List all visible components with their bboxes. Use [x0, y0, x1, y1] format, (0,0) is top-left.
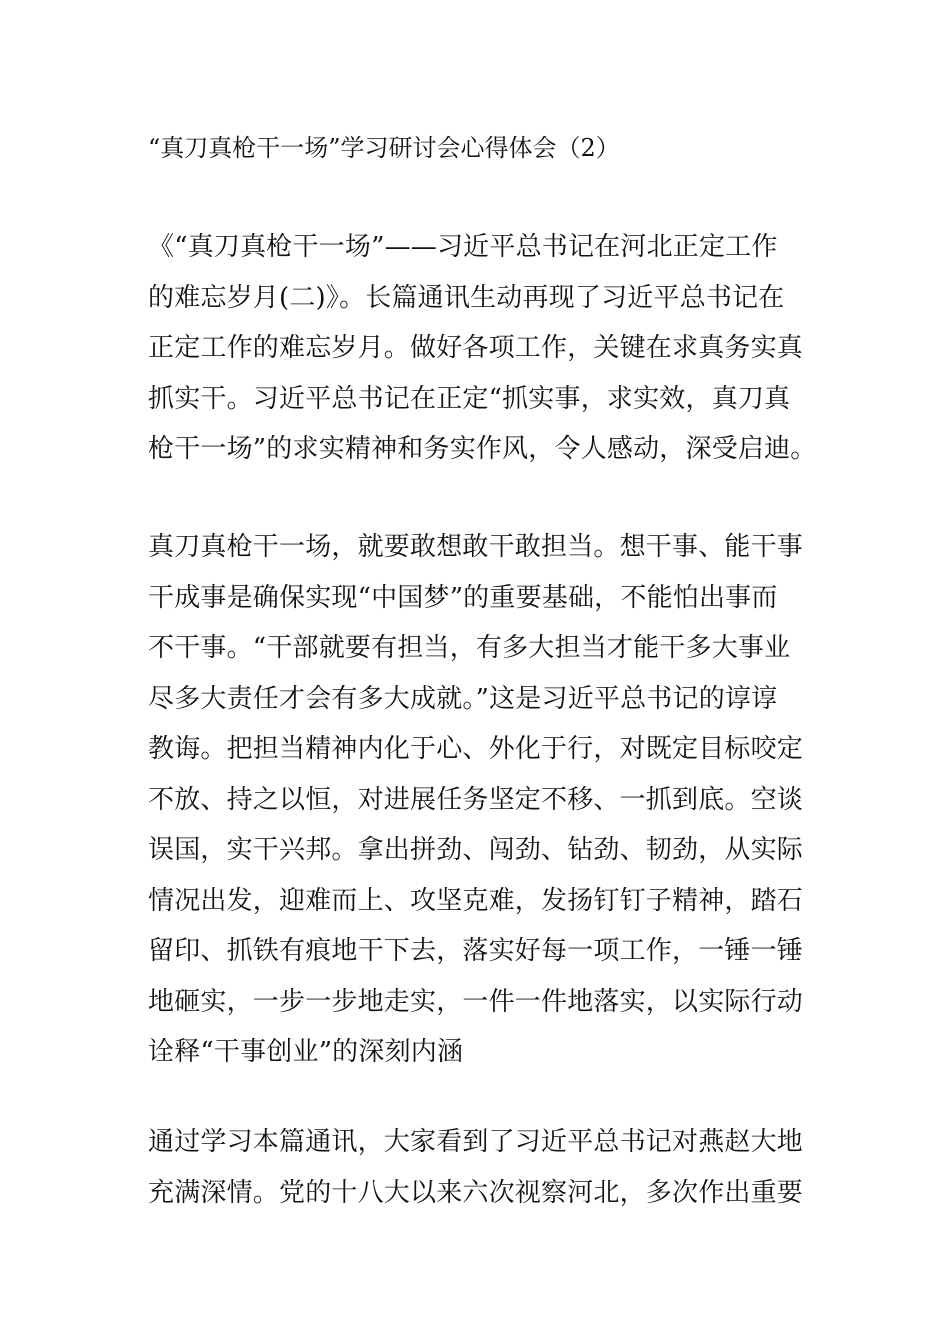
text-line: 留印、抓铁有痕地干下去，落实好每一项工作，一锤一锤 — [148, 936, 804, 966]
text-line: 充满深情。党的十八大以来六次视察河北，多次作出重要 — [148, 1177, 804, 1208]
text-line: 正定工作的难忘岁月。做好各项工作，关键在求真务实真 — [148, 333, 804, 363]
text-line: 误国，实干兴邦。拿出拼劲、闯劲、钻劲、韧劲，从实际 — [148, 835, 804, 865]
text-line: 教诲。把担当精神内化于心、外化于行，对既定目标咬定 — [148, 734, 804, 764]
text-line: 不干事。“干部就要有担当，有多大担当才能干多大事业 — [148, 633, 791, 663]
paragraph — [148, 222, 817, 475]
paragraph — [148, 1117, 808, 1218]
text-line: 抓实干。习近平总书记在正定“抓实事，求实效，真刀真 — [148, 383, 791, 414]
text-line: 尽多大责任才会有多大成就。”这是习近平总书记的谆谆 — [148, 683, 778, 714]
text-line: 情况出发，迎难而上、攻坚克难，发扬钉钉子精神，踏石 — [148, 885, 804, 916]
text-line: 的难忘岁月(二)》。长篇通讯生动再现了习近平总书记在 — [148, 282, 785, 313]
paragraph — [148, 522, 808, 1078]
text-line: 通过学习本篇通讯，大家看到了习近平总书记对燕赵大地 — [148, 1127, 804, 1157]
text-line: 不放、持之以恒，对进展任务坚定不移、一抓到底。空谈 — [148, 784, 804, 815]
text-line: 真刀真枪干一场，就要敢想敢干敢担当。想干事、能干事 — [148, 532, 804, 562]
text-line: 枪干一场”的求实精神和务实作风，令人感动，深受启迪。 — [148, 434, 817, 464]
document-title: “真刀真枪干一场”学习研讨会心得体会（2） — [148, 134, 620, 162]
text-line: 地砸实，一步一步地走实，一件一件地落实，以实际行动 — [148, 986, 804, 1017]
text-line: 诠释“干事创业”的深刻内涵 — [148, 1037, 464, 1067]
text-line: 干成事是确保实现“中国梦”的重要基础，不能怕出事而 — [148, 582, 778, 613]
text-line: 《“真刀真枪干一场”——习近平总书记在河北正定工作 — [148, 232, 778, 262]
